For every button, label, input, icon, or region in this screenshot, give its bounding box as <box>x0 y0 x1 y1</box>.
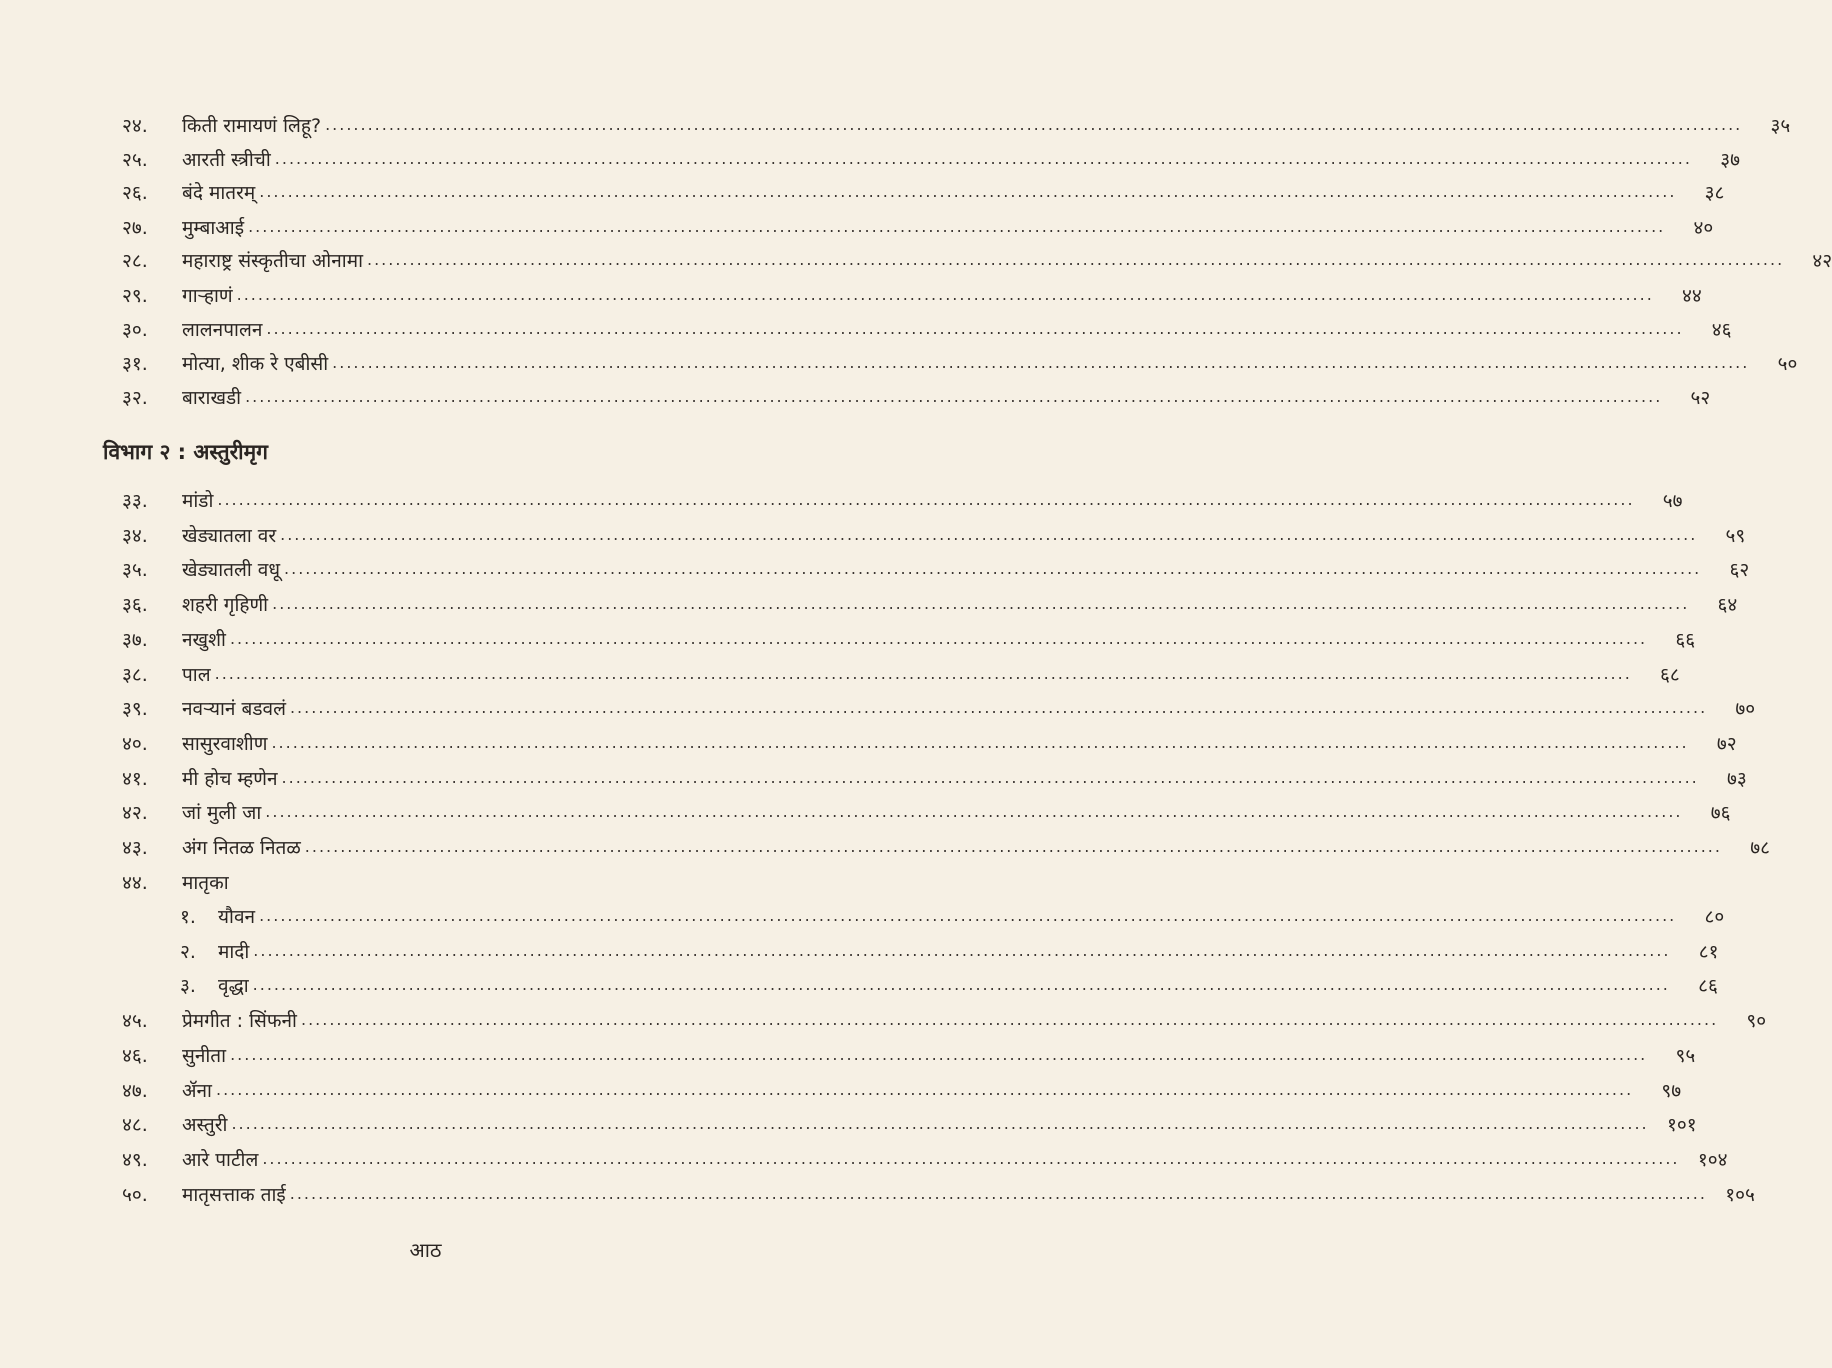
dot-leader: ........................................................................................................................................................................................................ <box>304 837 1722 856</box>
entry-title: वृद्धा <box>218 975 249 997</box>
entry-page-number: ५७ <box>1662 490 1683 512</box>
dot-leader: ........................................................................................................................................................................................................ <box>271 733 1689 752</box>
dot-leader: ........................................................................................................................................................................................................ <box>266 319 1684 338</box>
toc-entry <box>122 726 1737 760</box>
dot-leader: ........................................................................................................................................................................................................ <box>300 1010 1719 1029</box>
dot-leader: ........................................................................................................................................................................................................ <box>281 768 1699 787</box>
entry-page-number: ५२ <box>1690 387 1711 409</box>
entry-title: महाराष्ट्र संस्कृतीचा ओनामा <box>182 250 363 272</box>
dot-leader: ........................................................................................................................................................................................................ <box>248 217 1666 236</box>
entry-page-number: ४४ <box>1682 285 1702 307</box>
entry-number: ३१. <box>122 353 148 375</box>
entry-page-number: १०४ <box>1697 1149 1728 1171</box>
dot-leader: ........................................................................................................................................................................................................ <box>229 629 1648 648</box>
entry-title: नखुशी <box>182 629 226 651</box>
entry-title: नवऱ्यानं बडवलं <box>182 698 286 720</box>
entry-page-number: ३७ <box>1720 149 1740 171</box>
entry-title: अस्तुरी <box>182 1114 228 1136</box>
entry-title: ॲना <box>182 1080 212 1102</box>
dot-leader: ........................................................................................................................................................................................................ <box>367 250 1785 269</box>
dot-leader: ........................................................................................................................................................................................................ <box>214 664 1632 683</box>
dot-leader: ........................................................................................................................................................................................................ <box>265 802 1683 821</box>
entry-title: मादी <box>218 941 250 963</box>
toc-entry <box>122 278 1702 312</box>
entry-number: ४४. <box>122 872 148 894</box>
toc-entry <box>122 1142 1728 1176</box>
entry-page-number: ९७ <box>1661 1080 1682 1102</box>
toc-entry <box>122 175 1725 209</box>
entry-number: ४२. <box>122 802 148 824</box>
entry-title: शहरी गृहिणी <box>182 594 269 616</box>
toc-entry <box>122 1073 1682 1107</box>
dot-leader: ........................................................................................................................................................................................................ <box>252 975 1670 994</box>
toc-subentry <box>180 934 1719 968</box>
entry-title: मातृका <box>182 872 229 894</box>
section-heading: विभाग २ : अस्तुरीमृग <box>103 440 268 464</box>
entry-page-number: ६६ <box>1675 629 1696 651</box>
entry-title: मातृसत्ताक ताई <box>182 1184 286 1206</box>
entry-number: २. <box>180 941 196 963</box>
entry-page-number: ६८ <box>1660 664 1680 686</box>
entry-number: ३०. <box>122 319 148 341</box>
entry-number: ४७. <box>122 1080 148 1102</box>
dot-leader: ........................................................................................................................................................................................................ <box>230 1045 1648 1064</box>
entry-page-number: ७३ <box>1726 768 1747 790</box>
entry-number: ४०. <box>122 733 148 755</box>
dot-leader: ........................................................................................................................................................................................................ <box>231 1114 1649 1133</box>
toc-entry <box>122 865 770 899</box>
entry-title: प्रेमगीत : सिंफनी <box>182 1010 297 1032</box>
dot-leader: ........................................................................................................................................................................................................ <box>289 1184 1707 1203</box>
entry-page-number: ९५ <box>1675 1045 1696 1067</box>
dot-leader: ........................................................................................................................................................................................................ <box>259 182 1677 201</box>
toc-entry <box>122 1038 1696 1072</box>
entry-number: ३३. <box>122 490 148 512</box>
entry-number: २८. <box>122 250 148 272</box>
toc-entry <box>122 552 1750 586</box>
entry-title: मोत्या, शीक रे एबीसी <box>182 353 329 375</box>
entry-title: आरती स्त्रीची <box>182 149 271 171</box>
toc-entry <box>122 587 1738 621</box>
entry-page-number: ५० <box>1777 353 1798 375</box>
entry-number: ३९. <box>122 698 148 720</box>
entry-title: जां मुली जा <box>182 802 262 824</box>
toc-subentry <box>180 968 1718 1002</box>
entry-number: ४५. <box>122 1010 148 1032</box>
entry-page-number: ७२ <box>1716 733 1737 755</box>
entry-title: मांडो <box>182 490 214 512</box>
entry-number: ४८. <box>122 1114 148 1136</box>
entry-title: गाऱ्हाणं <box>182 285 233 307</box>
dot-leader: ........................................................................................................................................................................................................ <box>259 906 1677 925</box>
entry-page-number: ५९ <box>1725 525 1746 547</box>
entry-page-number: १०५ <box>1725 1184 1755 1206</box>
toc-entry <box>122 1107 1697 1141</box>
dot-leader: ........................................................................................................................................................................................................ <box>262 1149 1680 1168</box>
entry-number: ३६. <box>122 594 148 616</box>
dot-leader: ........................................................................................................................................................................................................ <box>274 149 1692 168</box>
entry-title: किती रामायणं लिहू? <box>182 115 322 137</box>
entry-number: ३८. <box>122 664 148 686</box>
dot-leader: ........................................................................................................................................................................................................ <box>272 594 1690 613</box>
toc-entry <box>122 1003 1767 1037</box>
entry-number: ३७. <box>122 629 148 651</box>
entry-title: सुनीता <box>182 1045 227 1067</box>
dot-leader: ........................................................................................................................................................................................................ <box>289 698 1708 717</box>
entry-title: मी होच म्हणेन <box>182 768 278 790</box>
toc-entry <box>122 346 1798 380</box>
entry-title: बंदे मातरम् <box>182 182 256 204</box>
dot-leader: ........................................................................................................................................................................................................ <box>236 285 1654 304</box>
entry-number: २९. <box>122 285 148 307</box>
entry-title: मुम्बाआई <box>182 217 245 239</box>
entry-page-number: ३८ <box>1704 182 1725 204</box>
entry-number: ३. <box>180 975 196 997</box>
dot-leader: ........................................................................................................................................................................................................ <box>332 353 1750 372</box>
entry-number: १. <box>180 906 196 928</box>
entry-number: २५. <box>122 149 148 171</box>
entry-number: ४९. <box>122 1149 148 1171</box>
entry-page-number: ७० <box>1735 698 1756 720</box>
entry-page-number: ८१ <box>1698 941 1719 963</box>
toc-entry <box>122 108 1791 142</box>
toc-entry <box>122 691 1756 725</box>
entry-page-number: ८६ <box>1698 975 1718 997</box>
toc-entry <box>122 142 1740 176</box>
entry-title: पाल <box>182 664 211 686</box>
entry-page-number: ६४ <box>1717 594 1738 616</box>
entry-number: ३४. <box>122 525 148 547</box>
page-footer-number: आठ <box>409 1238 442 1262</box>
toc-subentry <box>180 899 1725 933</box>
entry-title: यौवन <box>218 906 256 928</box>
entry-number: ४६. <box>122 1045 148 1067</box>
entry-page-number: ३५ <box>1770 115 1791 137</box>
toc-entry <box>122 1177 1755 1211</box>
dot-leader: ........................................................................................................................................................................................................ <box>253 941 1671 960</box>
dot-leader: ........................................................................................................................................................................................................ <box>284 559 1702 578</box>
dot-leader: ........................................................................................................................................................................................................ <box>280 525 1698 544</box>
dot-leader: ........................................................................................................................................................................................................ <box>245 387 1663 406</box>
entry-page-number: ९० <box>1746 1010 1767 1032</box>
dot-leader: ........................................................................................................................................................................................................ <box>325 115 1743 134</box>
entry-page-number: ४२ <box>1812 250 1832 272</box>
entry-title: अंग नितळ नितळ <box>182 837 301 859</box>
entry-page-number: ४० <box>1693 217 1714 239</box>
entry-number: २४. <box>122 115 148 137</box>
entry-title: बाराखडी <box>182 387 242 409</box>
toc-entry <box>122 518 1746 552</box>
entry-page-number: ८० <box>1704 906 1725 928</box>
dot-leader: ........................................................................................................................................................................................................ <box>217 490 1635 509</box>
entry-title: आरे पाटील <box>182 1149 259 1171</box>
entry-title: सासुरवाशीण <box>182 733 268 755</box>
entry-number: ३२. <box>122 387 148 409</box>
toc-entry <box>122 795 1731 829</box>
entry-number: २७. <box>122 217 148 239</box>
entry-title: लालनपालन <box>182 319 263 341</box>
entry-page-number: ४६ <box>1711 319 1732 341</box>
entry-number: ५०. <box>122 1184 148 1206</box>
toc-entry <box>122 622 1696 656</box>
toc-entry <box>122 483 1683 517</box>
dot-leader: ........................................................................................................................................................................................................ <box>215 1080 1634 1099</box>
entry-page-number: ७६ <box>1710 802 1731 824</box>
entry-page-number: ६२ <box>1729 559 1750 581</box>
entry-number: ४१. <box>122 768 148 790</box>
toc-entry <box>122 657 1680 691</box>
toc-entry <box>122 312 1732 346</box>
entry-page-number: ७८ <box>1750 837 1770 859</box>
entry-number: ३५. <box>122 559 148 581</box>
entry-page-number: १०१ <box>1666 1114 1697 1136</box>
toc-entry <box>122 761 1747 795</box>
entry-number: २६. <box>122 182 148 204</box>
toc-entry <box>122 243 1832 277</box>
entry-title: खेड्यातली वधू <box>182 559 281 581</box>
entry-title: खेड्यातला वर <box>182 525 277 547</box>
toc-entry <box>122 210 1714 244</box>
toc-entry <box>122 380 1711 414</box>
entry-number: ४३. <box>122 837 148 859</box>
toc-entry <box>122 830 1770 864</box>
